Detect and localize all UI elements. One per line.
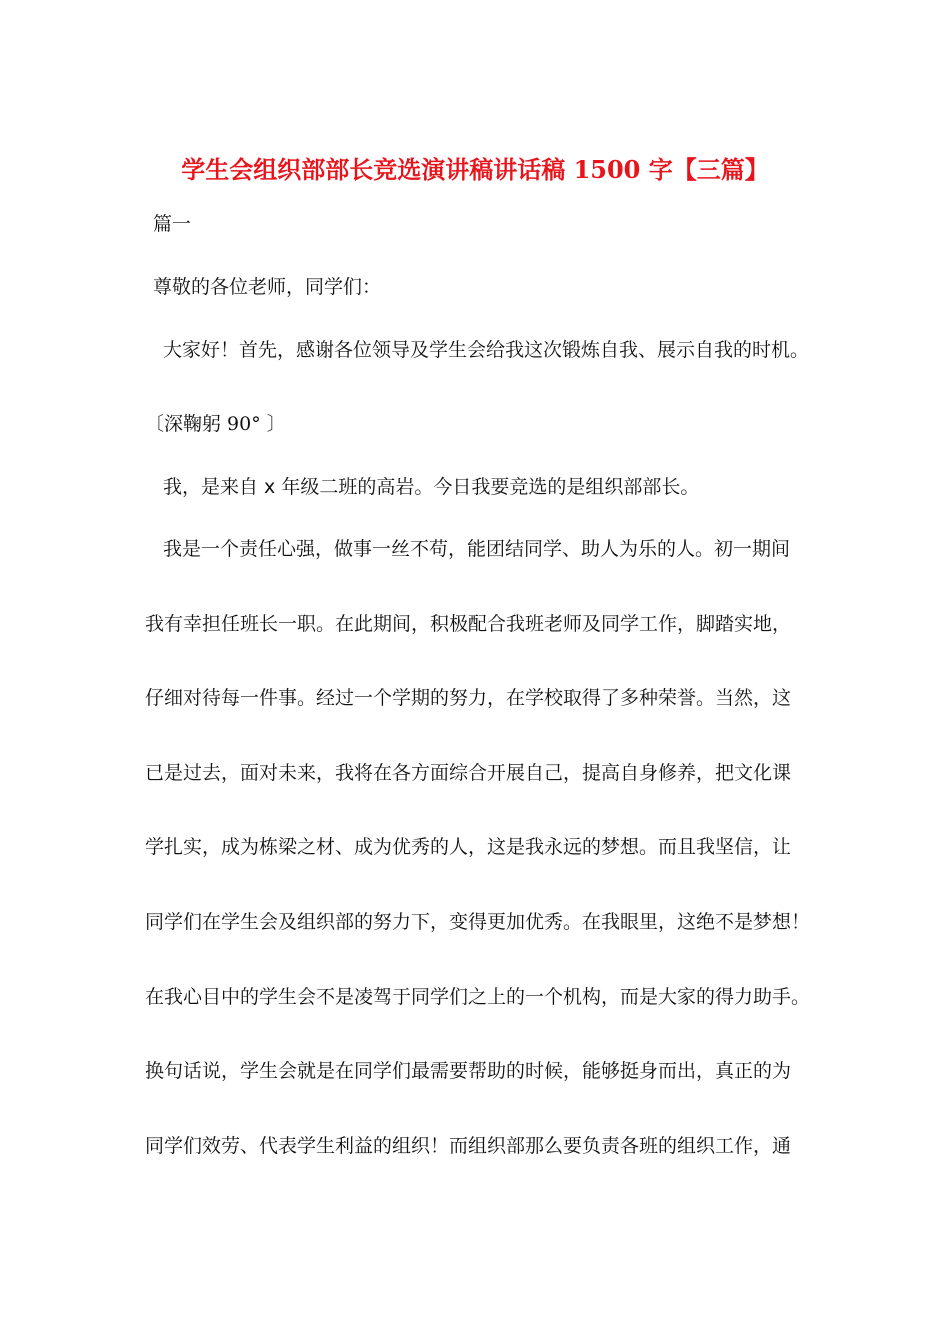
section-label: 篇一 bbox=[153, 213, 192, 235]
body-line: 在我心目中的学生会不是凌驾于同学们之上的一个机构，而是大家的得力助手。 bbox=[145, 986, 811, 1008]
bow-note bbox=[145, 411, 286, 437]
body-line: 学扎实，成为栋梁之材、成为优秀的人，这是我永远的梦想。而且我坚信，让 bbox=[145, 836, 792, 858]
bow-note-degree: 90° bbox=[227, 413, 261, 435]
body-line: 已是过去，面对未来，我将在各方面综合开展自己，提高自身修养，把文化课 bbox=[145, 762, 792, 784]
body-line: 同学们在学生会及组织部的努力下，变得更加优秀。在我眼里，这绝不是梦想！ bbox=[145, 911, 811, 933]
body-line: 仔细对待每一件事。经过一个学期的努力，在学校取得了多种荣誉。当然，这 bbox=[145, 687, 792, 709]
intro-paragraph: 我，是来自 x 年级二班的高岩。今日我要竞选的是组织部部长。 bbox=[163, 476, 700, 498]
greeting-paragraph: 大家好！首先，感谢各位领导及学生会给我这次锻炼自我、展示自我的时机。 bbox=[163, 339, 810, 361]
body-line: 我有幸担任班长一职。在此期间，积极配合我班老师及同学工作，脚踏实地， bbox=[145, 613, 792, 635]
bow-note-suffix: 〕 bbox=[260, 413, 286, 435]
body-line: 同学们效劳、代表学生利益的组织！而组织部那么要负责各班的组织工作，通 bbox=[145, 1135, 792, 1157]
bow-note-prefix: 〔深鞠躬 bbox=[145, 413, 228, 435]
body-line: 我是一个责任心强，做事一丝不苟，能团结同学、助人为乐的人。初一期间 bbox=[163, 538, 791, 560]
document-title: 学生会组织部部长竞选演讲稿讲话稿 1500 字【三篇】 bbox=[181, 155, 769, 184]
body-line: 换句话说，学生会就是在同学们最需要帮助的时候，能够挺身而出，真正的为 bbox=[145, 1060, 792, 1082]
salutation: 尊敬的各位老师，同学们： bbox=[153, 276, 382, 298]
